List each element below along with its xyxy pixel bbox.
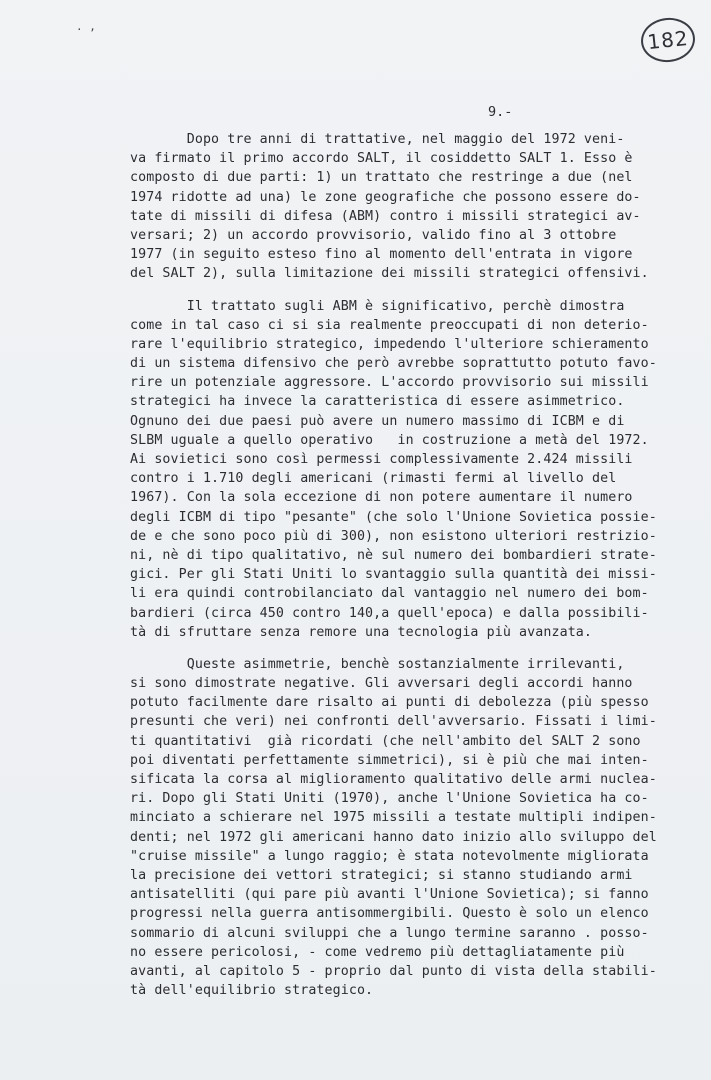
text-line: sificata la corsa al miglioramento qualitativo delle armi nuclea- (130, 772, 657, 787)
text-line: 1967). Con la sola eccezione di non potere aumentare il numero (130, 490, 633, 506)
text-line: rare l'equilibrio strategico, impedendo l'ulteriore schieramento (130, 336, 649, 352)
text-line: presunti che veri) nei confronti dell'avversario. Fissati i limi- (130, 714, 657, 730)
text-line: strategici ha invece la caratteristica di essere asimmetrico. (130, 394, 625, 410)
text-line: bardieri (circa 450 contro 140,a quell'epoca) e dalla possibili- (130, 605, 649, 621)
text-line: contro i 1.710 degli americani (rimasti fermi al livello del (130, 471, 617, 487)
text-line: la precisione dei vettori strategici; si stanno studiando armi (130, 867, 633, 883)
text-line: composto di due parti: 1) un trattato che restringe a due (nel (130, 170, 633, 186)
text-line: tà di sfruttare senza remore una tecnologia più avanzata. (130, 624, 593, 640)
text-line: 1977 (in seguito esteso fino al momento dell'entrata in vigore (130, 247, 633, 263)
text-line: progressi nella guerra antisommergibili. Questo è solo un elenco (130, 906, 649, 922)
text-line: tà dell'equilibrio strategico. (130, 983, 374, 999)
text-line: Ai sovietici sono così permessi complessivamente 2.424 missili (130, 452, 633, 467)
paragraph-3 (130, 655, 657, 1000)
document-body (130, 130, 657, 1013)
text-line: gici. Per gli Stati Uniti lo svantaggio sulla quantità dei missi- (130, 567, 657, 583)
text-line: Il trattato sugli ABM è significativo, perchè dimostra (130, 298, 625, 314)
text-line: denti; nel 1972 gli americani hanno dato inizio allo sviluppo del (130, 829, 657, 845)
text-line: antisatelliti (qui pare più avanti l'Unione Sovietica); si fanno (130, 887, 649, 903)
text-line: del SALT 2), sulla limitazione dei missili strategici offensivi. (130, 266, 649, 282)
text-line: versari; 2) un accordo provvisorio, valido fino al 3 ottobre (130, 227, 617, 243)
text-line: come in tal caso ci si sia realmente preoccupati di non deterio- (130, 317, 649, 333)
corner-marks: . , (76, 20, 96, 33)
text-line: sommario di alcuni sviluppi che a lungo termine saranno . posso- (130, 925, 649, 941)
text-line: "cruise missile" a lungo raggio; è stata notevolmente migliorata (130, 848, 649, 864)
text-line: SLBM uguale a quello operativo in costruzione a metà del 1972. (130, 432, 649, 448)
stamp-number: 182 (646, 25, 690, 55)
text-line: 1974 ridotte ad una) le zone geografiche che possono essere do- (130, 189, 641, 205)
text-line: Dopo tre anni di trattative, nel maggio del 1972 veni- (130, 132, 625, 147)
text-line: Queste asimmetrie, benchè sostanzialmente irrilevanti, (130, 656, 625, 672)
text-line: rire un potenziale aggressore. L'accordo provvisorio sui missili (130, 375, 649, 391)
text-line: Ognuno dei due paesi può avere un numero massimo di ICBM e di (130, 413, 625, 429)
text-line: potuto facilmente dare risalto ai punti di debolezza (più spesso (130, 695, 649, 711)
text-line: no essere pericolosi, - come vedremo più dettagliatamente più (130, 944, 625, 960)
text-line: va firmato il primo accordo SALT, il cosiddetto SALT 1. Esso è (130, 151, 633, 167)
page-stamp (639, 15, 697, 64)
text-line: minciato a schierare nel 1975 missili a testate multipli indipen- (130, 810, 657, 826)
text-line: tate di missili di difesa (ABM) contro i missili strategici av- (130, 208, 641, 224)
text-line: ni, nè di tipo qualitativo, nè sul numero dei bombardieri strate- (130, 547, 657, 563)
text-line: de e che sono poco più di 300), non esistono ulteriori restrizio- (130, 528, 657, 544)
paragraph-1 (130, 130, 650, 284)
page-number: 9.- (488, 104, 513, 120)
text-line: si sono dimostrate negative. Gli avversari degli accordi hanno (130, 676, 633, 692)
text-line: poi diventati perfettamente simmetrici), si è più che mai inten- (130, 752, 649, 768)
text-line: li era quindi controbilanciato dal vantaggio nel numero dei bom- (130, 586, 649, 602)
text-line: ti quantitativi già ricordati (che nell'ambito del SALT 2 sono (130, 733, 641, 749)
text-line: ri. Dopo gli Stati Uniti (1970), anche l'Unione Sovietica ha co- (130, 791, 649, 807)
paragraph-2 (130, 297, 657, 642)
text-line: avanti, al capitolo 5 - proprio dal punto di vista della stabili- (130, 963, 657, 979)
text-line: di un sistema difensivo che però avrebbe soprattutto potuto favo- (130, 356, 657, 372)
text-line: degli ICBM di tipo "pesante" (che solo l'Unione Sovietica possie- (130, 509, 657, 525)
